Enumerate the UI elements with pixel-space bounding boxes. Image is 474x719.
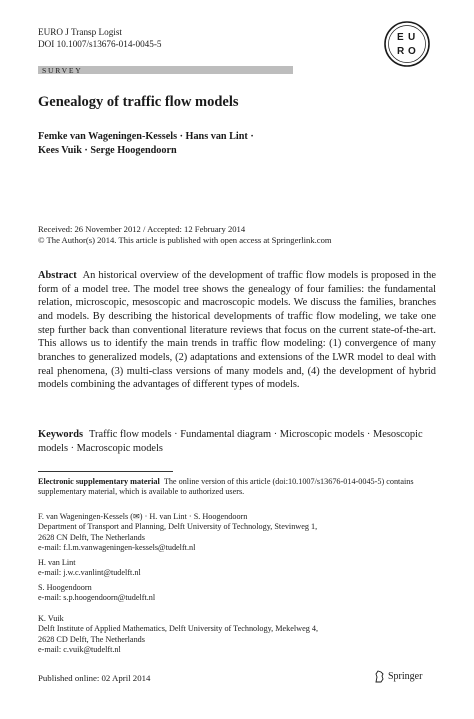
springer-horse-icon bbox=[374, 670, 385, 683]
affiliation-email[interactable]: e-mail: f.l.m.vanwageningen-kessels@tudelft.nl bbox=[38, 542, 196, 552]
published-date: Published online: 02 April 2014 bbox=[38, 673, 151, 683]
abstract-heading: Abstract bbox=[38, 270, 77, 281]
keywords bbox=[38, 428, 436, 455]
affiliation-email[interactable]: e-mail: c.vuik@tudelft.nl bbox=[38, 644, 121, 654]
author-list bbox=[38, 130, 254, 158]
authors-line-1: Femke van Wageningen-Kessels · Hans van Lint · bbox=[38, 131, 254, 142]
esm-doi-link[interactable]: 10.1007/s13676-014-0045-5 bbox=[287, 477, 382, 486]
esm-text-before: The online version of this article (doi: bbox=[163, 477, 288, 486]
esm-text-after: ) contains supplementary material, which is available to authorized users. bbox=[38, 477, 414, 497]
affiliation-block bbox=[38, 558, 141, 579]
affiliation-names: K. Vuik bbox=[38, 614, 64, 623]
affiliation-city: 2628 CN Delft, The Netherlands bbox=[38, 532, 145, 542]
publisher-mark bbox=[374, 670, 422, 683]
article-title: Genealogy of traffic flow models bbox=[38, 94, 239, 110]
section-label: SURVEY bbox=[42, 65, 83, 75]
supplementary-note bbox=[38, 477, 438, 498]
logo-letter-o: O bbox=[408, 46, 416, 57]
publisher-name: Springer bbox=[388, 671, 423, 682]
keywords-text: Traffic flow models · Fundamental diagram · Microscopic models · Mesoscopic models · Macroscopic models bbox=[38, 429, 423, 454]
esm-heading: Electronic supplementary material bbox=[38, 477, 160, 486]
euro-logo bbox=[383, 20, 431, 68]
affiliation-names: S. Hoogendoorn bbox=[38, 583, 92, 592]
keywords-heading: Keywords bbox=[38, 429, 84, 440]
affiliation-block bbox=[38, 614, 318, 655]
abstract-text: An historical overview of the development of traffic flow models is proposed in the form of a model tree. The model tree shows the genealogy of four families: the fundamental relation, microscopic, mesoscopic and macroscopic models. We discuss the families, branches and models. By describing the historical developments of traffic flow modeling, we take one step further back than conventional literature reviews that focus on the current state-of-the-art. This allows us to identify the main trends in traffic flow modeling: (1) convergence of many branches to generalized models, (2) adaptations and extensions of the LWR model to deal with real phenomena, (3) multi-class versions of many models and, (4) the development of hybrid models combining the advantages of different types of models. bbox=[38, 270, 436, 391]
affiliation-names: H. van Lint bbox=[38, 558, 76, 567]
logo-letter-e: E bbox=[397, 32, 404, 43]
affiliation-city: 2628 CD Delft, The Netherlands bbox=[38, 634, 145, 644]
affiliation-dept: Delft Institute of Applied Mathematics, Delft University of Technology, Mekelweg 4, bbox=[38, 624, 319, 634]
abstract bbox=[38, 269, 436, 392]
journal-name: EURO J Transp Logist bbox=[38, 27, 122, 37]
copyright-line: © The Author(s) 2014. This article is published with open access at Springerlink.com bbox=[38, 235, 332, 246]
affiliation-email[interactable]: e-mail: j.w.c.vanlint@tudelft.nl bbox=[38, 568, 141, 578]
logo-letter-r: R bbox=[397, 46, 405, 57]
received-accepted: Received: 26 November 2012 / Accepted: 12 February 2014 bbox=[38, 224, 246, 234]
affiliation-block bbox=[38, 512, 317, 553]
article-dates bbox=[38, 224, 332, 247]
affiliation-block bbox=[38, 583, 155, 604]
affiliation-names: F. van Wageningen-Kessels (✉) · H. van Lint · S. Hoogendoorn bbox=[38, 512, 248, 521]
authors-line-2: Kees Vuik · Serge Hoogendoorn bbox=[38, 145, 177, 156]
footnote-rule bbox=[38, 471, 173, 472]
doi: DOI 10.1007/s13676-014-0045-5 bbox=[38, 39, 162, 49]
affiliation-dept: Department of Transport and Planning, Delft University of Technology, Stevinweg 1, bbox=[38, 522, 318, 532]
logo-letter-u: U bbox=[408, 32, 416, 43]
affiliation-email[interactable]: e-mail: s.p.hoogendoorn@tudelft.nl bbox=[38, 593, 156, 603]
